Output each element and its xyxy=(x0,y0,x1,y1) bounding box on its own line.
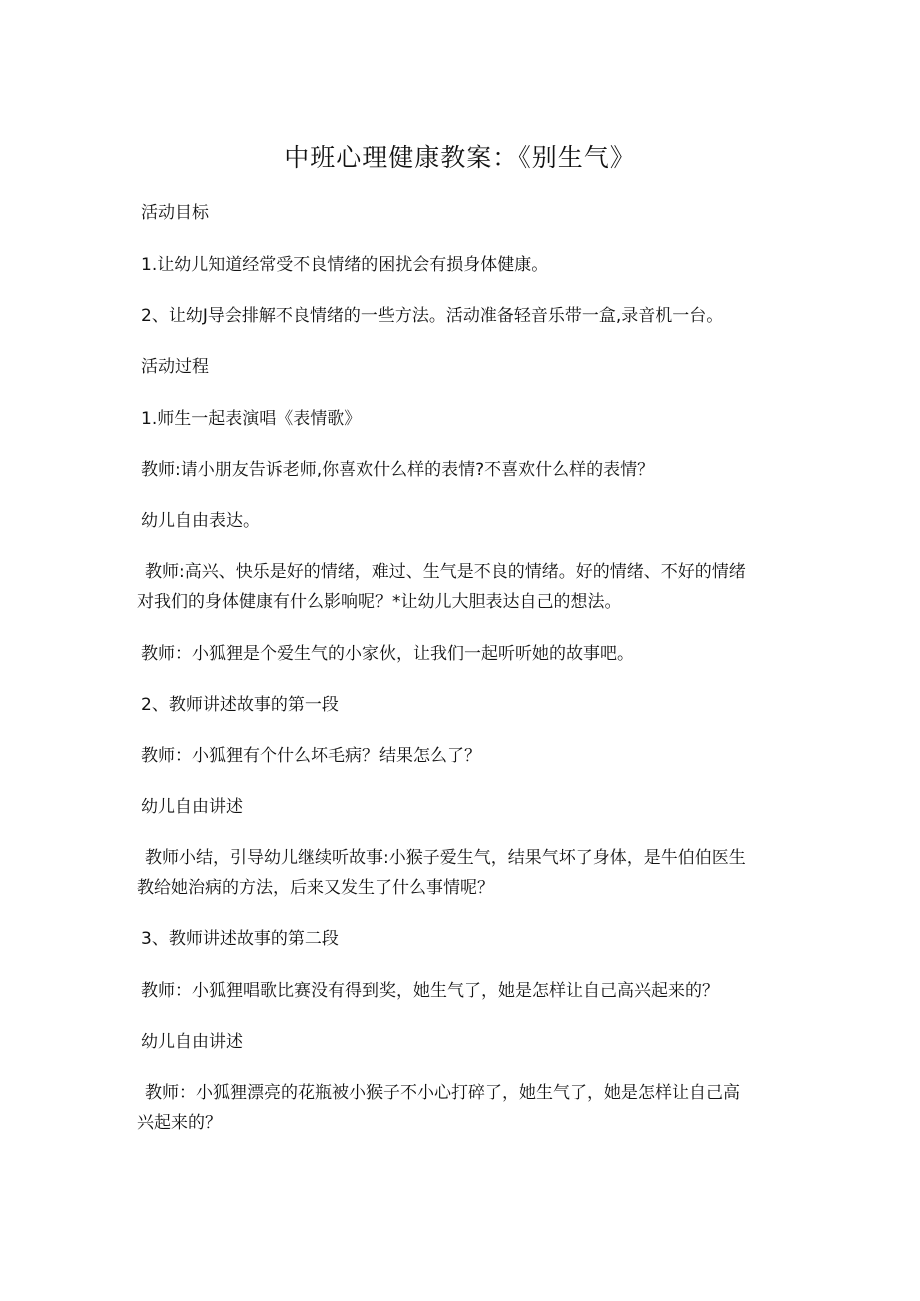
teacher-question-2: 教师：小狐狸有个什么坏毛病？结果怎么了？ xyxy=(141,746,481,766)
teacher-summary xyxy=(137,843,806,903)
child-response-3: 幼儿自由讲述 xyxy=(141,1032,243,1052)
child-response-2: 幼儿自由讲述 xyxy=(141,797,243,817)
paragraph-line: 对我们的身体健康有什么影响呢？*让幼儿大胆表达自己的想法。 xyxy=(137,592,622,612)
paragraph-line: 教师:高兴、快乐是好的情绪，难过、生气是不良的情绪。好的情绪、不好的情绪 xyxy=(145,562,746,582)
process-step-1: 1.师生一起表演唱《表情歌》 xyxy=(141,409,362,429)
paragraph-line: 兴起来的？ xyxy=(137,1113,222,1133)
teacher-question-1: 教师:请小朋友告诉老师,你喜欢什么样的表情?不喜欢什么样的表情？ xyxy=(141,460,655,480)
section-heading-goals: 活动目标 xyxy=(141,203,209,223)
teacher-paragraph-emotions xyxy=(137,557,806,617)
teacher-intro-story: 教师：小狐狸是个爱生气的小家伙，让我们一起听听她的故事吧。 xyxy=(141,644,634,664)
paragraph-line: 教给她治病的方法，后来又发生了什么事情呢？ xyxy=(137,878,494,898)
paragraph-line: 教师小结，引导幼儿继续听故事:小猴子爱生气，结果气坏了身体，是牛伯伯医生 xyxy=(145,848,746,868)
process-step-2: 2、教师讲述故事的第一段 xyxy=(141,695,339,715)
goal-item-2: 2、让幼J导会排解不良情绪的一些方法。活动准备轻音乐带一盒,录音机一台。 xyxy=(141,306,724,326)
teacher-question-4 xyxy=(137,1078,806,1138)
teacher-question-3: 教师：小狐狸唱歌比赛没有得到奖，她生气了，她是怎样让自己高兴起来的？ xyxy=(141,981,719,1001)
section-heading-process: 活动过程 xyxy=(141,357,209,377)
child-response-1: 幼儿自由表达。 xyxy=(141,511,260,531)
process-step-3: 3、教师讲述故事的第二段 xyxy=(141,929,339,949)
goal-item-1: 1.让幼儿知道经常受不良情绪的困扰会有损身体健康。 xyxy=(141,255,549,275)
paragraph-line: 教师：小狐狸漂亮的花瓶被小猴子不小心打碎了，她生气了，她是怎样让自己高 xyxy=(145,1083,740,1103)
document-title: 中班心理健康教案：《别生气》 xyxy=(284,143,636,172)
